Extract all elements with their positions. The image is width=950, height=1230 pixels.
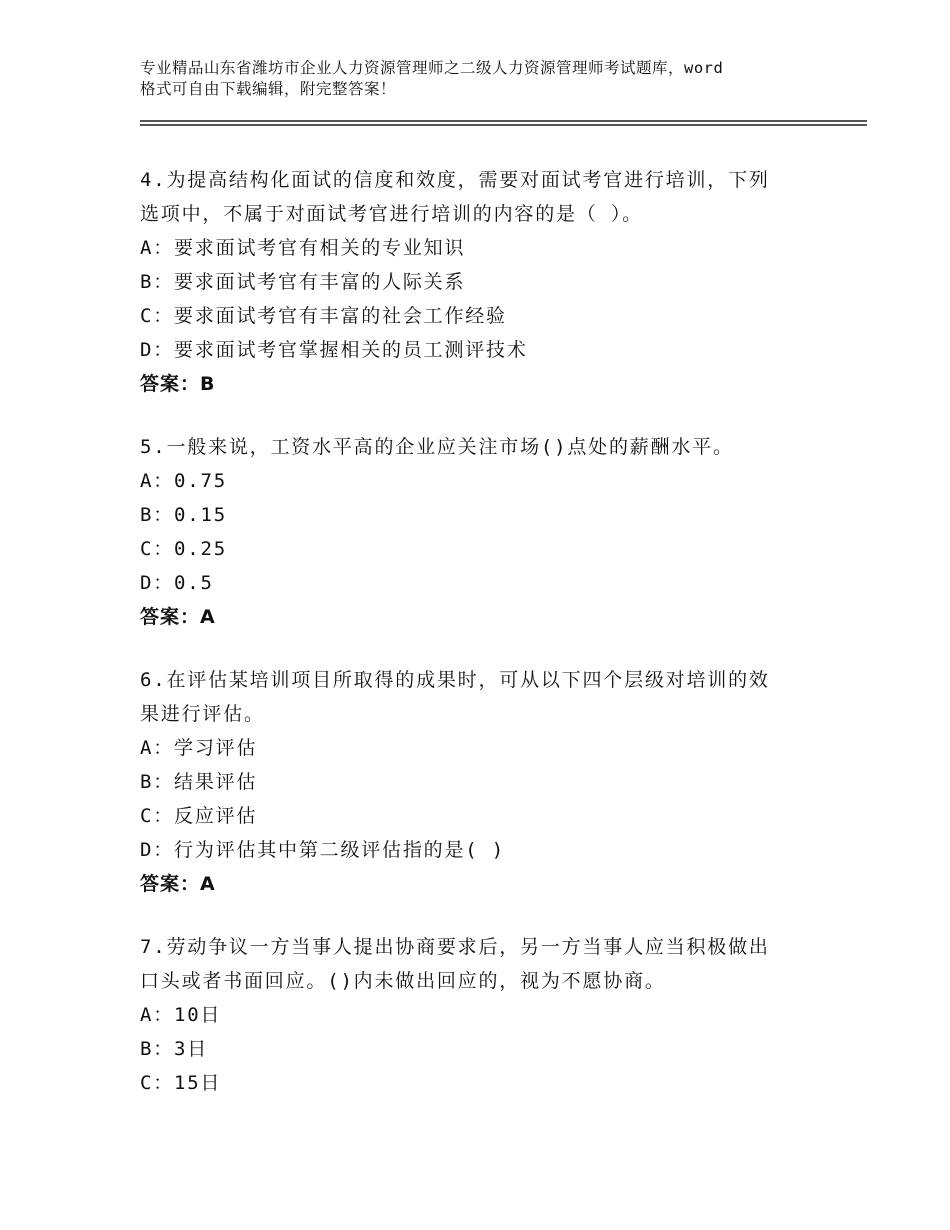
question-text: 5.一般来说，工资水平高的企业应关注市场()点处的薪酬水平。 [140, 436, 734, 458]
answer-line [140, 367, 820, 401]
option-d: D：0.5 [140, 572, 214, 594]
header-line-2: 格式可自由下载编辑，附完整答案！ [140, 80, 397, 98]
question-text: 6.在评估某培训项目所取得的成果时，可从以下四个层级对培训的效 [140, 669, 770, 691]
question-text: 选项中，不属于对面试考官进行培训的内容的是（ ）。 [140, 203, 643, 225]
option-a: A：学习评估 [140, 737, 258, 759]
option-c: C：0.25 [140, 538, 227, 560]
answer-label: 答案： [140, 606, 201, 628]
question-list [140, 163, 820, 1129]
option-d: D：要求面试考官掌握相关的员工测评技术 [140, 339, 528, 361]
answer-label: 答案： [140, 373, 201, 395]
option-a: A：要求面试考官有相关的专业知识 [140, 237, 466, 259]
question-text: 果进行评估。 [140, 703, 265, 725]
option-b: B：0.15 [140, 504, 227, 526]
answer-line [140, 600, 820, 634]
answer-label: 答案： [140, 873, 201, 895]
option-a: A：10日 [140, 1004, 222, 1026]
question-5 [140, 430, 820, 634]
header-divider-bottom [140, 124, 867, 126]
question-text: 7.劳动争议一方当事人提出协商要求后，另一方当事人应当积极做出 [140, 936, 770, 958]
question-7 [140, 930, 820, 1100]
option-a: A：0.75 [140, 470, 227, 492]
option-d: D：行为评估其中第二级评估指的是( ) [140, 839, 505, 861]
option-c: C：反应评估 [140, 805, 258, 827]
header-divider-top [140, 120, 867, 122]
question-4 [140, 163, 820, 401]
option-b: B：3日 [140, 1038, 209, 1060]
option-b: B：要求面试考官有丰富的人际关系 [140, 271, 466, 293]
option-c: C：要求面试考官有丰富的社会工作经验 [140, 305, 507, 327]
document-header [140, 58, 840, 100]
answer-value: A [200, 606, 216, 628]
question-6 [140, 663, 820, 901]
option-c: C：15日 [140, 1072, 222, 1094]
option-b: B：结果评估 [140, 771, 258, 793]
question-text: 4.为提高结构化面试的信度和效度，需要对面试考官进行培训，下列 [140, 169, 770, 191]
answer-value: B [200, 373, 216, 395]
answer-line [140, 867, 820, 901]
header-line-1: 专业精品山东省潍坊市企业人力资源管理师之二级人力资源管理师考试题库，word [140, 59, 724, 77]
answer-value: A [200, 873, 216, 895]
question-text: 口头或者书面回应。()内未做出回应的，视为不愿协商。 [140, 970, 666, 992]
